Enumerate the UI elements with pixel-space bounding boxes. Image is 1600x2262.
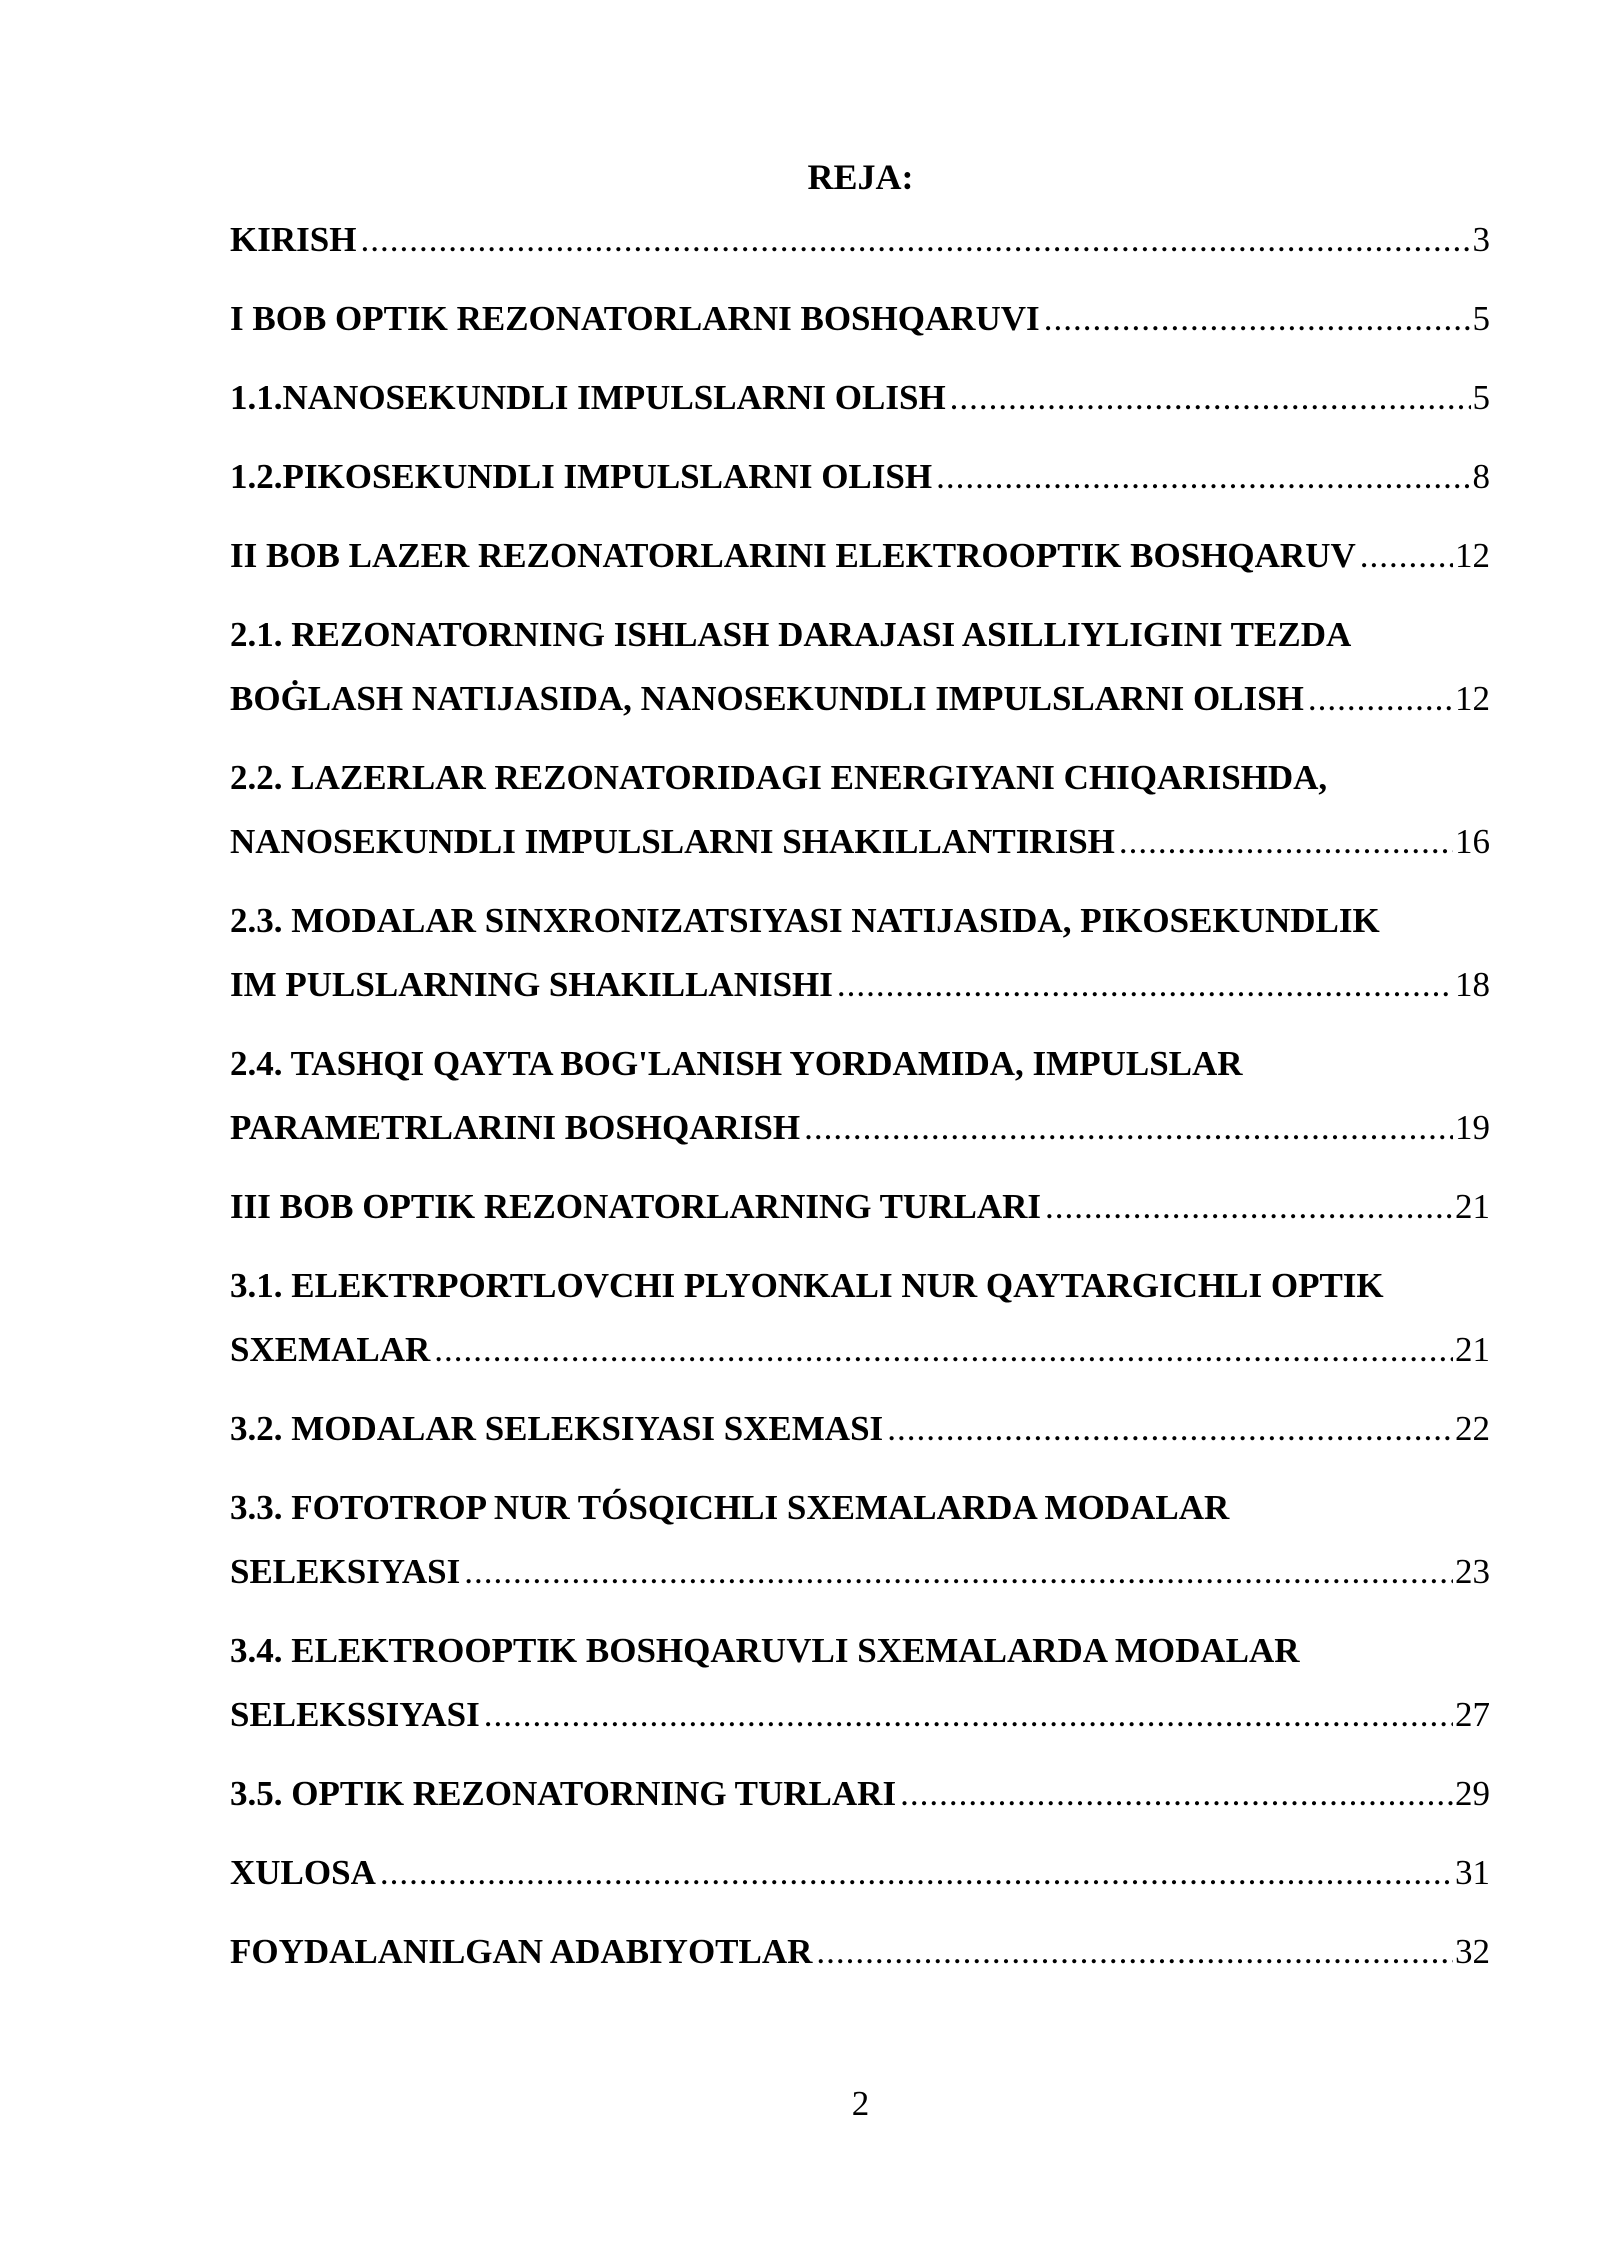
toc-page-number: 19 [1455,1108,1490,1147]
toc-entry-title: SELEKSIYASI [230,1552,461,1591]
toc-dot-leader [464,1540,1453,1604]
toc-entry-title: I BOB OPTIK REZONATORLARNI BOSHQARUVI [230,299,1040,338]
toc-entry-title: 3.2. MODALAR SELEKSIYASI SXEMASI [230,1409,884,1448]
toc-entry-number: 1.1. [230,378,283,417]
toc-entry-title: 3.3. FOTOTROP NUR TÓSQICHLI SXEMALARDA MODALAR [230,1488,1230,1527]
toc-page-number: 22 [1455,1409,1490,1448]
toc-entry [230,287,1490,351]
toc-entry-line [230,1762,1490,1826]
toc-entry-number: 1.2. [230,457,283,496]
toc-entry-line [230,1318,1490,1382]
toc-dot-leader [434,1318,1453,1382]
toc-page-number: 5 [1472,299,1490,338]
toc-entry [230,208,1490,272]
toc-entry-line [230,287,1490,351]
toc-entry [230,889,1490,1017]
toc-entry [230,1254,1490,1382]
toc-entry-title: II BOB LAZER REZONATORLARINI ELEKTROOPTIK BOSHQARUV [230,536,1356,575]
toc-page-number: 12 [1455,536,1490,575]
toc-entry-title: 2.3. MODALAR SINXRONIZATSIYASI NATIJASIDA, PIKOSEKUNDLIK [230,901,1380,940]
page-title: REJA: [807,157,914,197]
toc-dot-leader [484,1683,1453,1747]
toc-dot-leader [1044,287,1471,351]
toc-entry-line [230,1619,1490,1683]
toc-entry-title: 2.2. LAZERLAR REZONATORIDAGI ENERGIYANI CHIQARISHDA, [230,758,1328,797]
toc-dot-leader [936,445,1470,509]
toc-entry-title: PIKOSEKUNDLI IMPULSLARNI OLISH [282,457,933,496]
toc-entry-line [230,366,1490,430]
toc-entry [230,524,1490,588]
toc-entry-title: SXEMALAR [230,1330,431,1369]
toc-entry [230,1032,1490,1160]
toc-entry [230,1619,1490,1747]
toc-entry-line [230,1841,1490,1905]
toc-dot-leader [804,1096,1453,1160]
toc-entry [230,1175,1490,1239]
toc-page-number: 29 [1455,1774,1490,1813]
toc-entry-title: 2.4. TASHQI QAYTA BOG'LANISH YORDAMIDA, IMPULSLAR [230,1044,1243,1083]
toc-entry-line [230,1476,1490,1540]
toc-entry-line [230,1254,1490,1318]
toc-entry-line [230,889,1490,953]
toc-entry-line [230,208,1490,272]
toc-entry-line [230,746,1490,810]
toc-entry-title: 3.4. ELEKTROOPTIK BOSHQARUVLI SXEMALARDA MODALAR [230,1631,1300,1670]
toc-entry-title: NANOSEKUNDLI IMPULSLARNI SHAKILLANTIRISH [230,822,1115,861]
toc-page-number: 27 [1455,1695,1490,1734]
toc-entry-line [230,524,1490,588]
toc-dot-leader [950,366,1471,430]
toc-dot-leader [380,1841,1453,1905]
toc-entry-line [230,810,1490,874]
toc-dot-leader [1045,1175,1453,1239]
toc-page-number: 5 [1472,378,1490,417]
toc-entry-line [230,445,1490,509]
toc-page-number: 18 [1455,965,1490,1004]
toc-entry [230,366,1490,430]
toc-entry [230,1920,1490,1984]
toc-dot-leader [1308,667,1453,731]
toc-entry [230,746,1490,874]
toc-entry-line [230,603,1490,667]
toc-entry [230,603,1490,731]
toc-entry [230,1841,1490,1905]
toc-entry-title: SELEKSSIYASI [230,1695,480,1734]
toc-entry-title: 3.1. ELEKTRPORTLOVCHI PLYONKALI NUR QAYTARGICHLI OPTIK [230,1266,1384,1305]
toc-dot-leader [887,1397,1453,1461]
toc-page-number: 3 [1472,220,1490,259]
toc-entry-title: PARAMETRLARINI BOSHQARISH [230,1108,801,1147]
toc-entry-line [230,1096,1490,1160]
toc-entry-title: XULOSA [230,1853,376,1892]
toc-page-number: 23 [1455,1552,1490,1591]
toc-entry-title: 2.1. REZONATORNING ISHLASH DARAJASI ASILLIYLIGINI TEZDA [230,615,1352,654]
toc-entry-title: IM PULSLARNING SHAKILLANISHI [230,965,833,1004]
table-of-contents [230,208,1490,1999]
toc-dot-leader [900,1762,1453,1826]
toc-page-number: 12 [1455,679,1490,718]
toc-entry-title: BOĠLASH NATIJASIDA, NANOSEKUNDLI IMPULSLARNI OLISH [230,679,1304,718]
toc-entry-line [230,953,1490,1017]
toc-page-number: 16 [1455,822,1490,861]
toc-entry [230,1476,1490,1604]
toc-entry-line [230,1175,1490,1239]
toc-page-number: 8 [1472,457,1490,496]
toc-entry [230,445,1490,509]
toc-entry-title: NANOSEKUNDLI IMPULSLARNI OLISH [282,378,946,417]
toc-dot-leader [816,1920,1453,1984]
toc-entry-line [230,1683,1490,1747]
toc-dot-leader [360,208,1470,272]
toc-entry-line [230,1920,1490,1984]
toc-page-number: 31 [1455,1853,1490,1892]
toc-dot-leader [1119,810,1453,874]
toc-entry-title: III BOB OPTIK REZONATORLARNING TURLARI [230,1187,1041,1226]
toc-dot-leader [1360,524,1453,588]
toc-dot-leader [837,953,1453,1017]
toc-page-number: 21 [1455,1330,1490,1369]
toc-entry-line [230,667,1490,731]
toc-entry [230,1397,1490,1461]
toc-entry-line [230,1032,1490,1096]
toc-entry-line [230,1540,1490,1604]
page-number: 2 [851,2084,870,2123]
toc-entry-title: FOYDALANILGAN ADABIYOTLAR [230,1932,813,1971]
toc-entry-title: 3.5. OPTIK REZONATORNING TURLARI [230,1774,897,1813]
toc-entry-title: KIRISH [230,220,357,259]
toc-entry-line [230,1397,1490,1461]
toc-page-number: 21 [1455,1187,1490,1226]
toc-entry [230,1762,1490,1826]
toc-page-number: 32 [1455,1932,1490,1971]
